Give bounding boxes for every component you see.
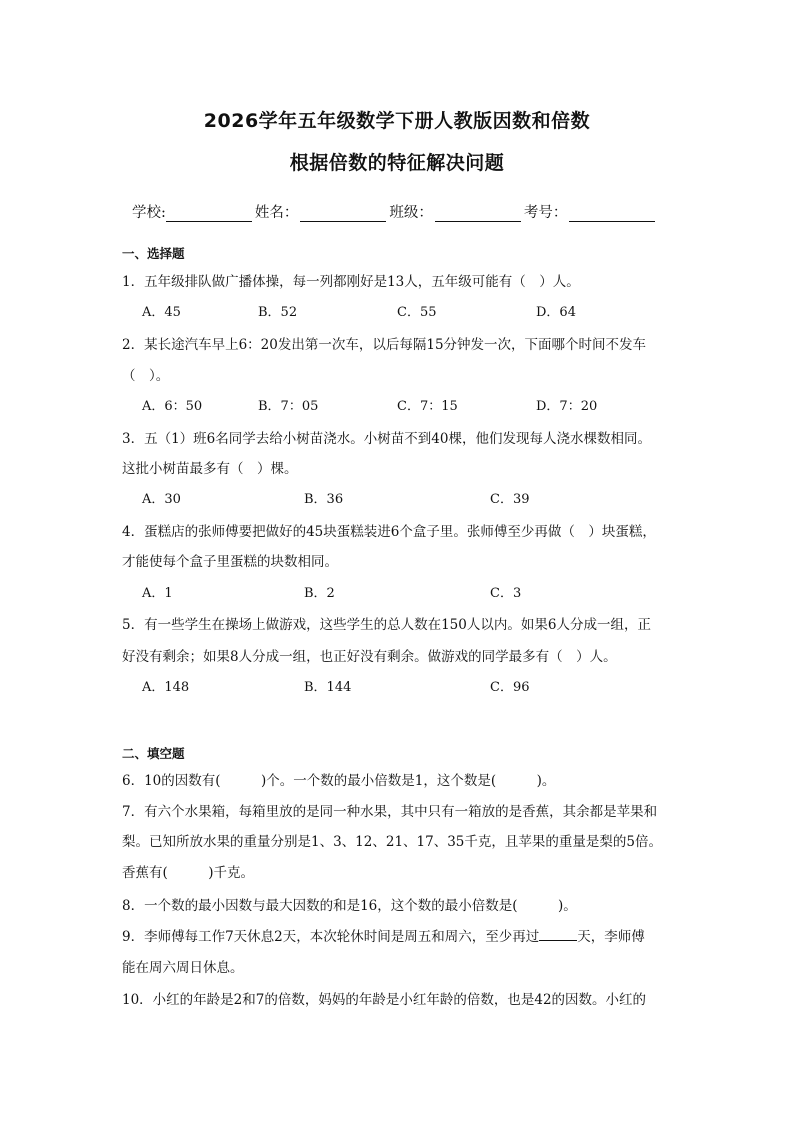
q5-option-c: C．96	[490, 680, 530, 695]
class-blank[interactable]	[435, 205, 521, 222]
q2-option-d: D．7：20	[536, 399, 598, 414]
q2-option-b: B．7：05	[258, 399, 319, 414]
school-blank[interactable]	[166, 205, 252, 222]
q9-text-a: 9．李师傅每工作7天休息2天，本次轮休时间是周五和周六，至少再过	[122, 929, 540, 945]
q1-option-d: D．64	[536, 305, 576, 320]
question-6: 6．10的因数有( )个。一个数的最小倍数是1，这个数是( )。	[122, 773, 556, 789]
question-8: 8．一个数的最小因数与最大因数的和是16，这个数的最小倍数是( )。	[122, 898, 577, 914]
q2-option-a: A．6：50	[142, 399, 203, 414]
question-2-line-2: （ ）。	[122, 368, 170, 384]
name-blank[interactable]	[300, 205, 386, 222]
q3-option-c: C．39	[490, 492, 530, 507]
q9-answer-blank[interactable]	[539, 928, 577, 941]
q9-text-b: 天，李师傅	[577, 929, 645, 945]
name-label: 姓名：	[254, 205, 299, 221]
question-4-line-1: 4．蛋糕店的张师傅要把做好的45块蛋糕装进6个盒子里。张师傅至少再做（ ）块蛋糕，	[122, 524, 656, 540]
question-7-line-2: 梨。已知所放水果的重量分别是1、3、12、21、17、35千克，且苹果的重量是梨的5倍。	[122, 834, 662, 850]
student-info-row	[132, 201, 658, 222]
class-label: 班级：	[389, 205, 433, 221]
question-3-line-1: 3．五（1）班6名同学去给小树苗浇水。小树苗不到40棵，他们发现每人浇水棵数相同。	[122, 431, 651, 447]
q3-option-b: B．36	[304, 492, 344, 507]
question-1: 1．五年级排队做广播体操，每一列都刚好是13人，五年级可能有（ ）人。	[122, 274, 580, 290]
exam-no-blank[interactable]	[569, 205, 655, 222]
question-9-line-2: 能在周六周日休息。	[122, 960, 244, 976]
school-label: 学校:	[132, 205, 166, 221]
exam-no-label: 考号：	[523, 205, 568, 221]
q5-option-a: A．148	[142, 680, 190, 695]
section-fill-heading: 二、填空题	[122, 746, 185, 761]
question-9-line-1	[122, 925, 645, 945]
q1-option-a: A．45	[142, 305, 181, 320]
q5-option-b: B．144	[304, 680, 352, 695]
q3-option-a: A．30	[142, 492, 181, 507]
q4-option-a: A．1	[142, 586, 173, 601]
question-7-line-1: 7．有六个水果箱，每箱里放的是同一种水果，其中只有一箱放的是香蕉，其余都是苹果和	[122, 804, 658, 820]
q4-option-c: C．3	[490, 586, 522, 601]
worksheet-subtitle: 根据倍数的特征解决问题	[289, 152, 505, 174]
question-3-line-2: 这批小树苗最多有（ ）棵。	[122, 461, 298, 477]
question-5-line-1: 5．有一些学生在操场上做游戏，这些学生的总人数在150人以内。如果6人分成一组，正	[122, 617, 651, 633]
question-5-line-2: 好没有剩余；如果8人分成一组，也正好没有剩余。做游戏的同学最多有（ ）人。	[122, 649, 617, 665]
question-7-line-3: 香蕉有( )千克。	[122, 865, 255, 881]
q4-option-b: B．2	[304, 586, 335, 601]
question-10-line-1: 10．小红的年龄是2和7的倍数，妈妈的年龄是小红年龄的倍数，也是42的因数。小红的	[122, 992, 647, 1008]
q2-option-c: C．7：15	[397, 399, 458, 414]
question-4-line-2: 才能使每个盒子里蛋糕的块数相同。	[122, 554, 338, 570]
section-choice-heading: 一、选择题	[122, 246, 185, 261]
question-2-line-1: 2．某长途汽车早上6：20发出第一次车，以后每隔15分钟发一次，下面哪个时间不发车	[122, 337, 647, 353]
q1-option-c: C．55	[397, 305, 437, 320]
q1-option-b: B．52	[258, 305, 298, 320]
worksheet-title: 2026学年五年级数学下册人教版因数和倍数	[203, 110, 591, 132]
